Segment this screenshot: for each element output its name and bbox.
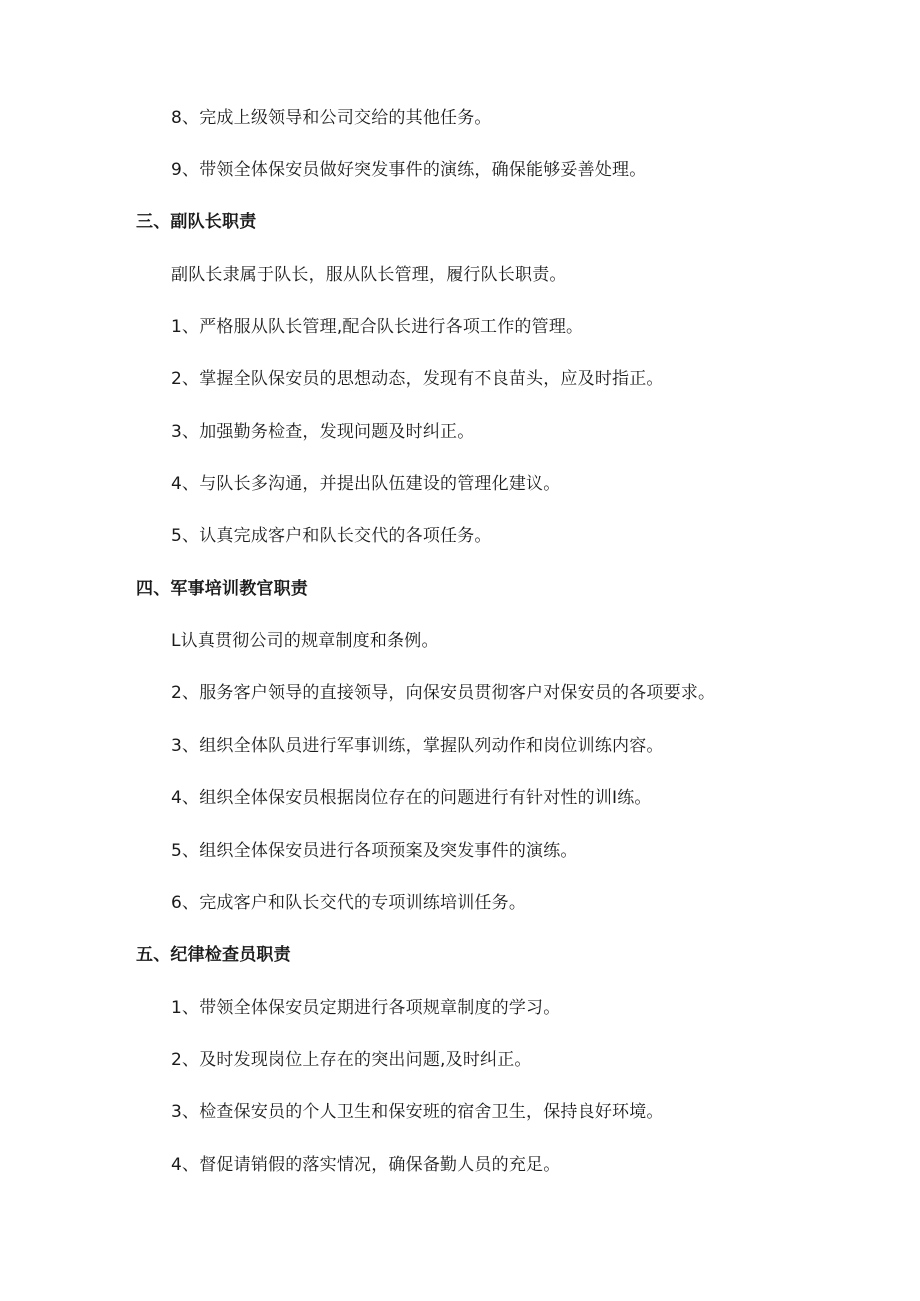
list-item: 5、组织全体保安员进行各项预案及突发事件的演练。 [171, 841, 578, 861]
list-item: 3、加强勤务检查，发现问题及时纠正。 [171, 422, 475, 442]
list-item: 4、督促请销假的落实情况，确保备勤人员的充足。 [171, 1155, 561, 1175]
list-item: 2、掌握全队保安员的思想动态，发现有不良苗头，应及时指正。 [171, 369, 664, 389]
list-item: 2、及时发现岗位上存在的突出问题,及时纠正。 [171, 1050, 532, 1070]
list-item: 3、组织全体队员进行军事训练，掌握队列动作和岗位训练内容。 [171, 736, 664, 756]
section-heading: 五、纪律检查员职责 [136, 945, 291, 965]
list-item: 5、认真完成客户和队长交代的各项任务。 [171, 526, 492, 546]
list-item: 2、服务客户领导的直接领导，向保安员贯彻客户对保安员的各项要求。 [171, 683, 716, 703]
list-item: L认真贯彻公司的规章制度和条例。 [171, 631, 439, 651]
list-item: 3、检查保安员的个人卫生和保安班的宿舍卫生，保持良好环境。 [171, 1102, 664, 1122]
list-item: 6、完成客户和队长交代的专项训练培训任务。 [171, 893, 527, 913]
list-item: 4、与队长多沟通，并提出队伍建设的管理化建议。 [171, 474, 561, 494]
list-item: 1、严格服从队长管理,配合队长进行各项工作的管理。 [171, 317, 584, 337]
section-heading: 四、军事培训教官职责 [136, 579, 308, 599]
paragraph: 副队长隶属于队长，服从队长管理，履行队长职责。 [171, 265, 567, 285]
list-item: 1、带领全体保安员定期进行各项规章制度的学习。 [171, 998, 561, 1018]
list-item: 8、完成上级领导和公司交给的其他任务。 [171, 108, 492, 128]
list-item: 9、带领全体保安员做好突发事件的演练，确保能够妥善处理。 [171, 160, 647, 180]
list-item: 4、组织全体保安员根据岗位存在的问题进行有针对性的训I练。 [171, 788, 652, 808]
section-heading: 三、副队长职责 [136, 212, 257, 232]
